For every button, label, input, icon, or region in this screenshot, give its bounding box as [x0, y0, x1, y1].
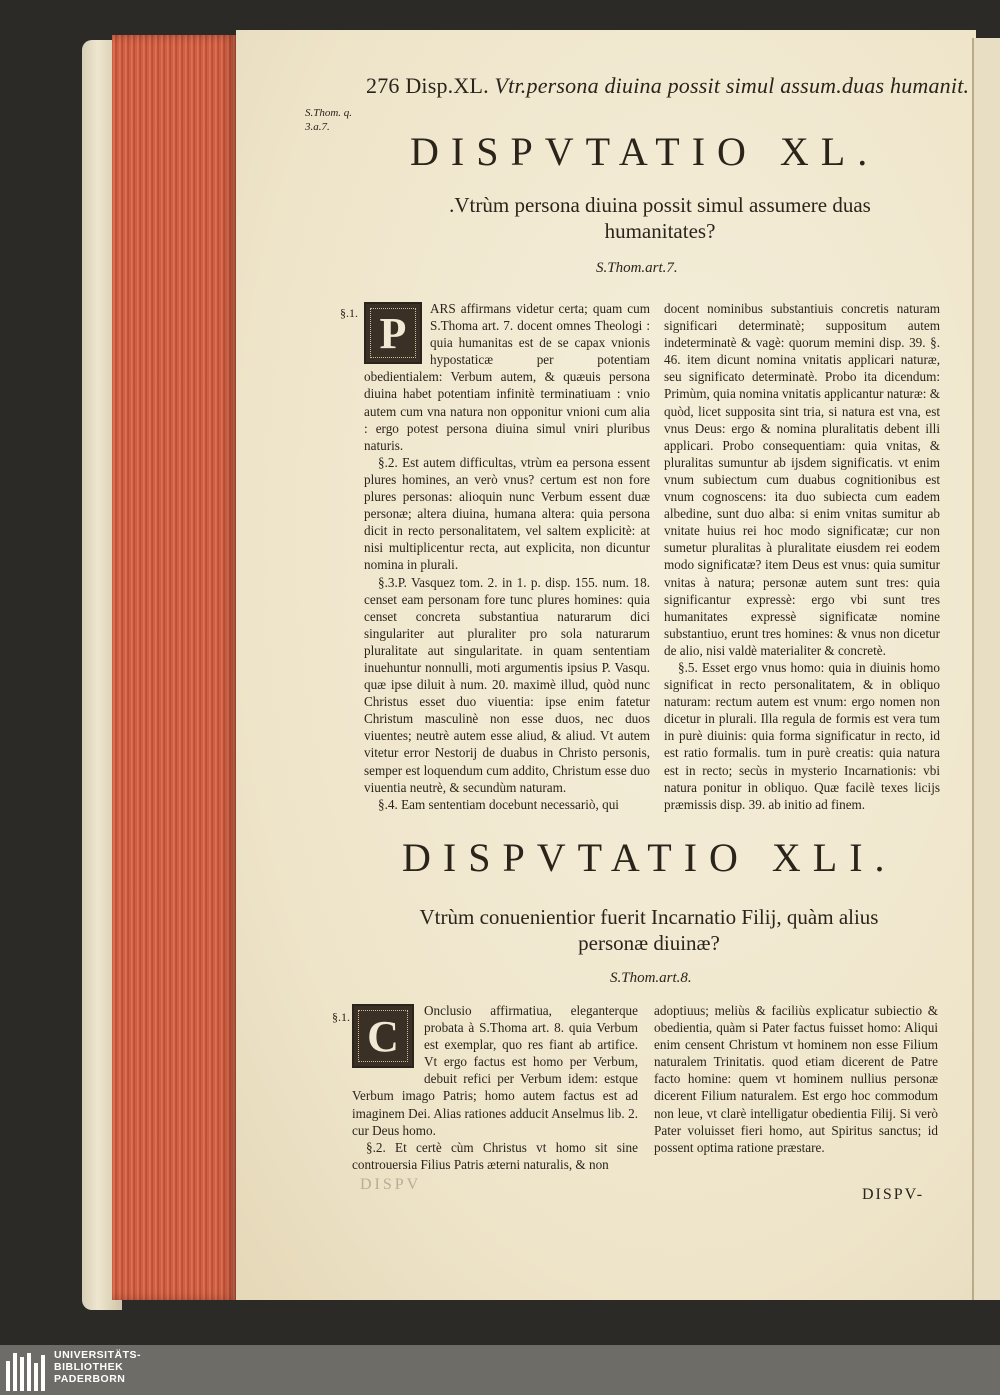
disputatio-41-title: DISPVTATIO XLI.	[402, 835, 897, 880]
library-footer	[0, 1345, 1000, 1395]
running-head	[366, 73, 969, 99]
paragraph: §.2. Et certè cùm Christus vt homo sit sine controuersia Filius Patris æterni naturalis, & non	[352, 1139, 638, 1172]
paragraph: Onclusio affirmatiua, eleganterque probata à S.Thoma art. 8. quia Verbum est exemplar, quo res fiant ab artifice. Vt ergo factus est homo per Verbum, debuit refici per Verbum idem: estque Verbum imago Patris; homo autem factus est ad imaginem Dei. Alias rationes adducit Anselmus lib. 2. cur Deus homo.	[352, 1003, 638, 1138]
section-mark: §.1.	[340, 306, 358, 320]
faded-offset-text: DISPV	[360, 1176, 422, 1193]
disputatio-40-title: DISPVTATIO XL.	[410, 129, 880, 174]
paragraph: ARS affirmans videtur certa; quam cum S.Thoma art. 7. docent omnes Theologi : quia humanitas est de se capax vnionis hypostaticæ per potentiam obedientialem: Verbum autem, & quæuis persona diuina habet potentiam infinitè terminatiuam : vnio autem cum vna natura non opponitur vnioni cum alia : ergo potest persona diuina simul vniri pluribus naturis.	[364, 301, 650, 453]
page-number: 276	[366, 73, 400, 98]
paragraph: §.3.P. Vasquez tom. 2. in 1. p. disp. 155. num. 18. censet eam personam fore tunc plures homines: quia censet concreta substantiua naturarum dici singulariter aut pluraliter pro sola naturarum pluralitate aut singularitate. in quam sententiam inuehuntur nonnulli, moti argumentis ipsius P. Vasqu. quæ ipse diluit à num. 20. maximè illud, quòd nunc Christus esset duo viuentia: ipse enim fatetur Christum masculinè non esse duos, nec duos viuentes; neutrè autem esse aliud, & aliud. Vt autem vitetur error Nestorij de duabus in Christo personis, semper est loquendum cum addito, Christum esse duo viuentia neutrè, & secundùm naturam.	[364, 574, 650, 795]
disputatio-41-right-column	[654, 1002, 938, 1156]
disputatio-41-left-column	[352, 1002, 638, 1173]
running-head-title: Vtr.persona diuina possit simul assum.duas humanit.	[494, 73, 970, 98]
drop-cap-initial: P	[364, 302, 422, 364]
facing-page-edge	[972, 38, 1000, 1300]
paragraph: §.4. Eam sententiam docebunt necessariò, qui	[378, 796, 619, 812]
margin-note: S.Thom. q. 3.a.7.	[305, 107, 353, 133]
disputatio-40-right-column	[664, 300, 940, 813]
catchword: DISPV-	[862, 1186, 925, 1203]
section-mark: §.1.	[332, 1010, 350, 1024]
disputatio-40-question: .Vtrùm persona diuina possit simul assumere duas humanitates?	[449, 193, 871, 243]
disputatio-41-question: Vtrùm conuenientior fuerit Incarnatio Filij, quàm alius personæ diuinæ?	[419, 905, 879, 955]
paragraph: docent nominibus substantiuis concretis naturam significari determinatè; suppositum autem indeterminatè & vagè: quorum memini disp. 39. §. 46. item dicunt nomina vnitatis applicari naturæ, seu significato determinatè. Probo ita dicendum: Primùm, quia nomina vnitatis applicantur naturæ: & quòd, licet supposita sint tria, si natura est vna, est vnus Deus: ergo & nomina pluralitatis debent illi applicari. Probo consequentiam: quia vnitas, & pluralitas sumuntur ab ijsdem significatis. vt enim vnum subiectum cum duabus cognitionibus est vnum cognoscens: ita duo subiecta cum eadem albedine, sunt duo alba: si enim vnitas sumitur ab vnitate huius rei hoc modo significatæ; cur non sumetur pluralitas à pluralitate eiusdem rei eodem modo significatæ? item Deus est vnus: quia sumitur vnitas à natura; personæ autem sunt tres: quia significantur expressè: ergo vbi sunt tres humanitates expressè significatæ nomine substantiuo, erunt tres homines: & vnus non dicetur de alio, nisi valdè materialiter & concretè.	[664, 301, 940, 658]
running-head-disp: Disp.XL.	[405, 73, 489, 98]
library-name: UNIVERSITÄTS- BIBLIOTHEK PADERBORN	[54, 1349, 142, 1385]
disputatio-41-reference: S.Thom.art.8.	[610, 970, 692, 986]
paragraph: adoptiuus; meliùs & faciliùs explicatur subiectio & obedientia, quàm si Pater factus fuisset homo: Aliqui enim censent Christum vt hominem non esse Filium naturalem Trinitatis. quod etiam dicerent de Patre facto homine: quem vt hominem nullius personæ dicerent Filium naturalem. Est ergo hoc commodum non leue, vt clarè intelligatur obedientia Filij. Si verò Pater voluisset fieri homo, aut Spiritus sanctus; id possent optima ratione præstare.	[654, 1003, 938, 1155]
library-logo-icon	[6, 1353, 46, 1391]
disputatio-40-left-column	[364, 300, 650, 813]
disputatio-40-reference: S.Thom.art.7.	[596, 260, 678, 276]
paragraph: §.2. Est autem difficultas, vtrùm ea persona essent plures homines, an verò vnus? certum est non fore plures personas: alioquin nunc Verbum essent duæ personæ; altera diuina, humana altera: quia persona dicit in recto personalitatem, vel saltem explicitè: at nisi multiplicentur recta, aut explicita, non dicuntur nomina in plurali.	[364, 454, 650, 573]
page-edges	[112, 35, 238, 1300]
paragraph: §.5. Esset ergo vnus homo: quia in diuinis homo significat in recto personalitatem, & in obliquo naturam: rectum autem est vnum: ergo nomen non dicetur in plurali. Illa regula de formis est vera tum in purè diuinis: quia forma significatur in recto, id est ratio formalis. tum in purè creatis: quia natura est in recto; secùs in mysterio Incarnationis: vbi natura ponitur in obliquo. Quæ facilè texes licijs præmissis disp. 39. ab initio ad finem.	[664, 659, 940, 812]
drop-cap-initial: C	[352, 1004, 414, 1068]
